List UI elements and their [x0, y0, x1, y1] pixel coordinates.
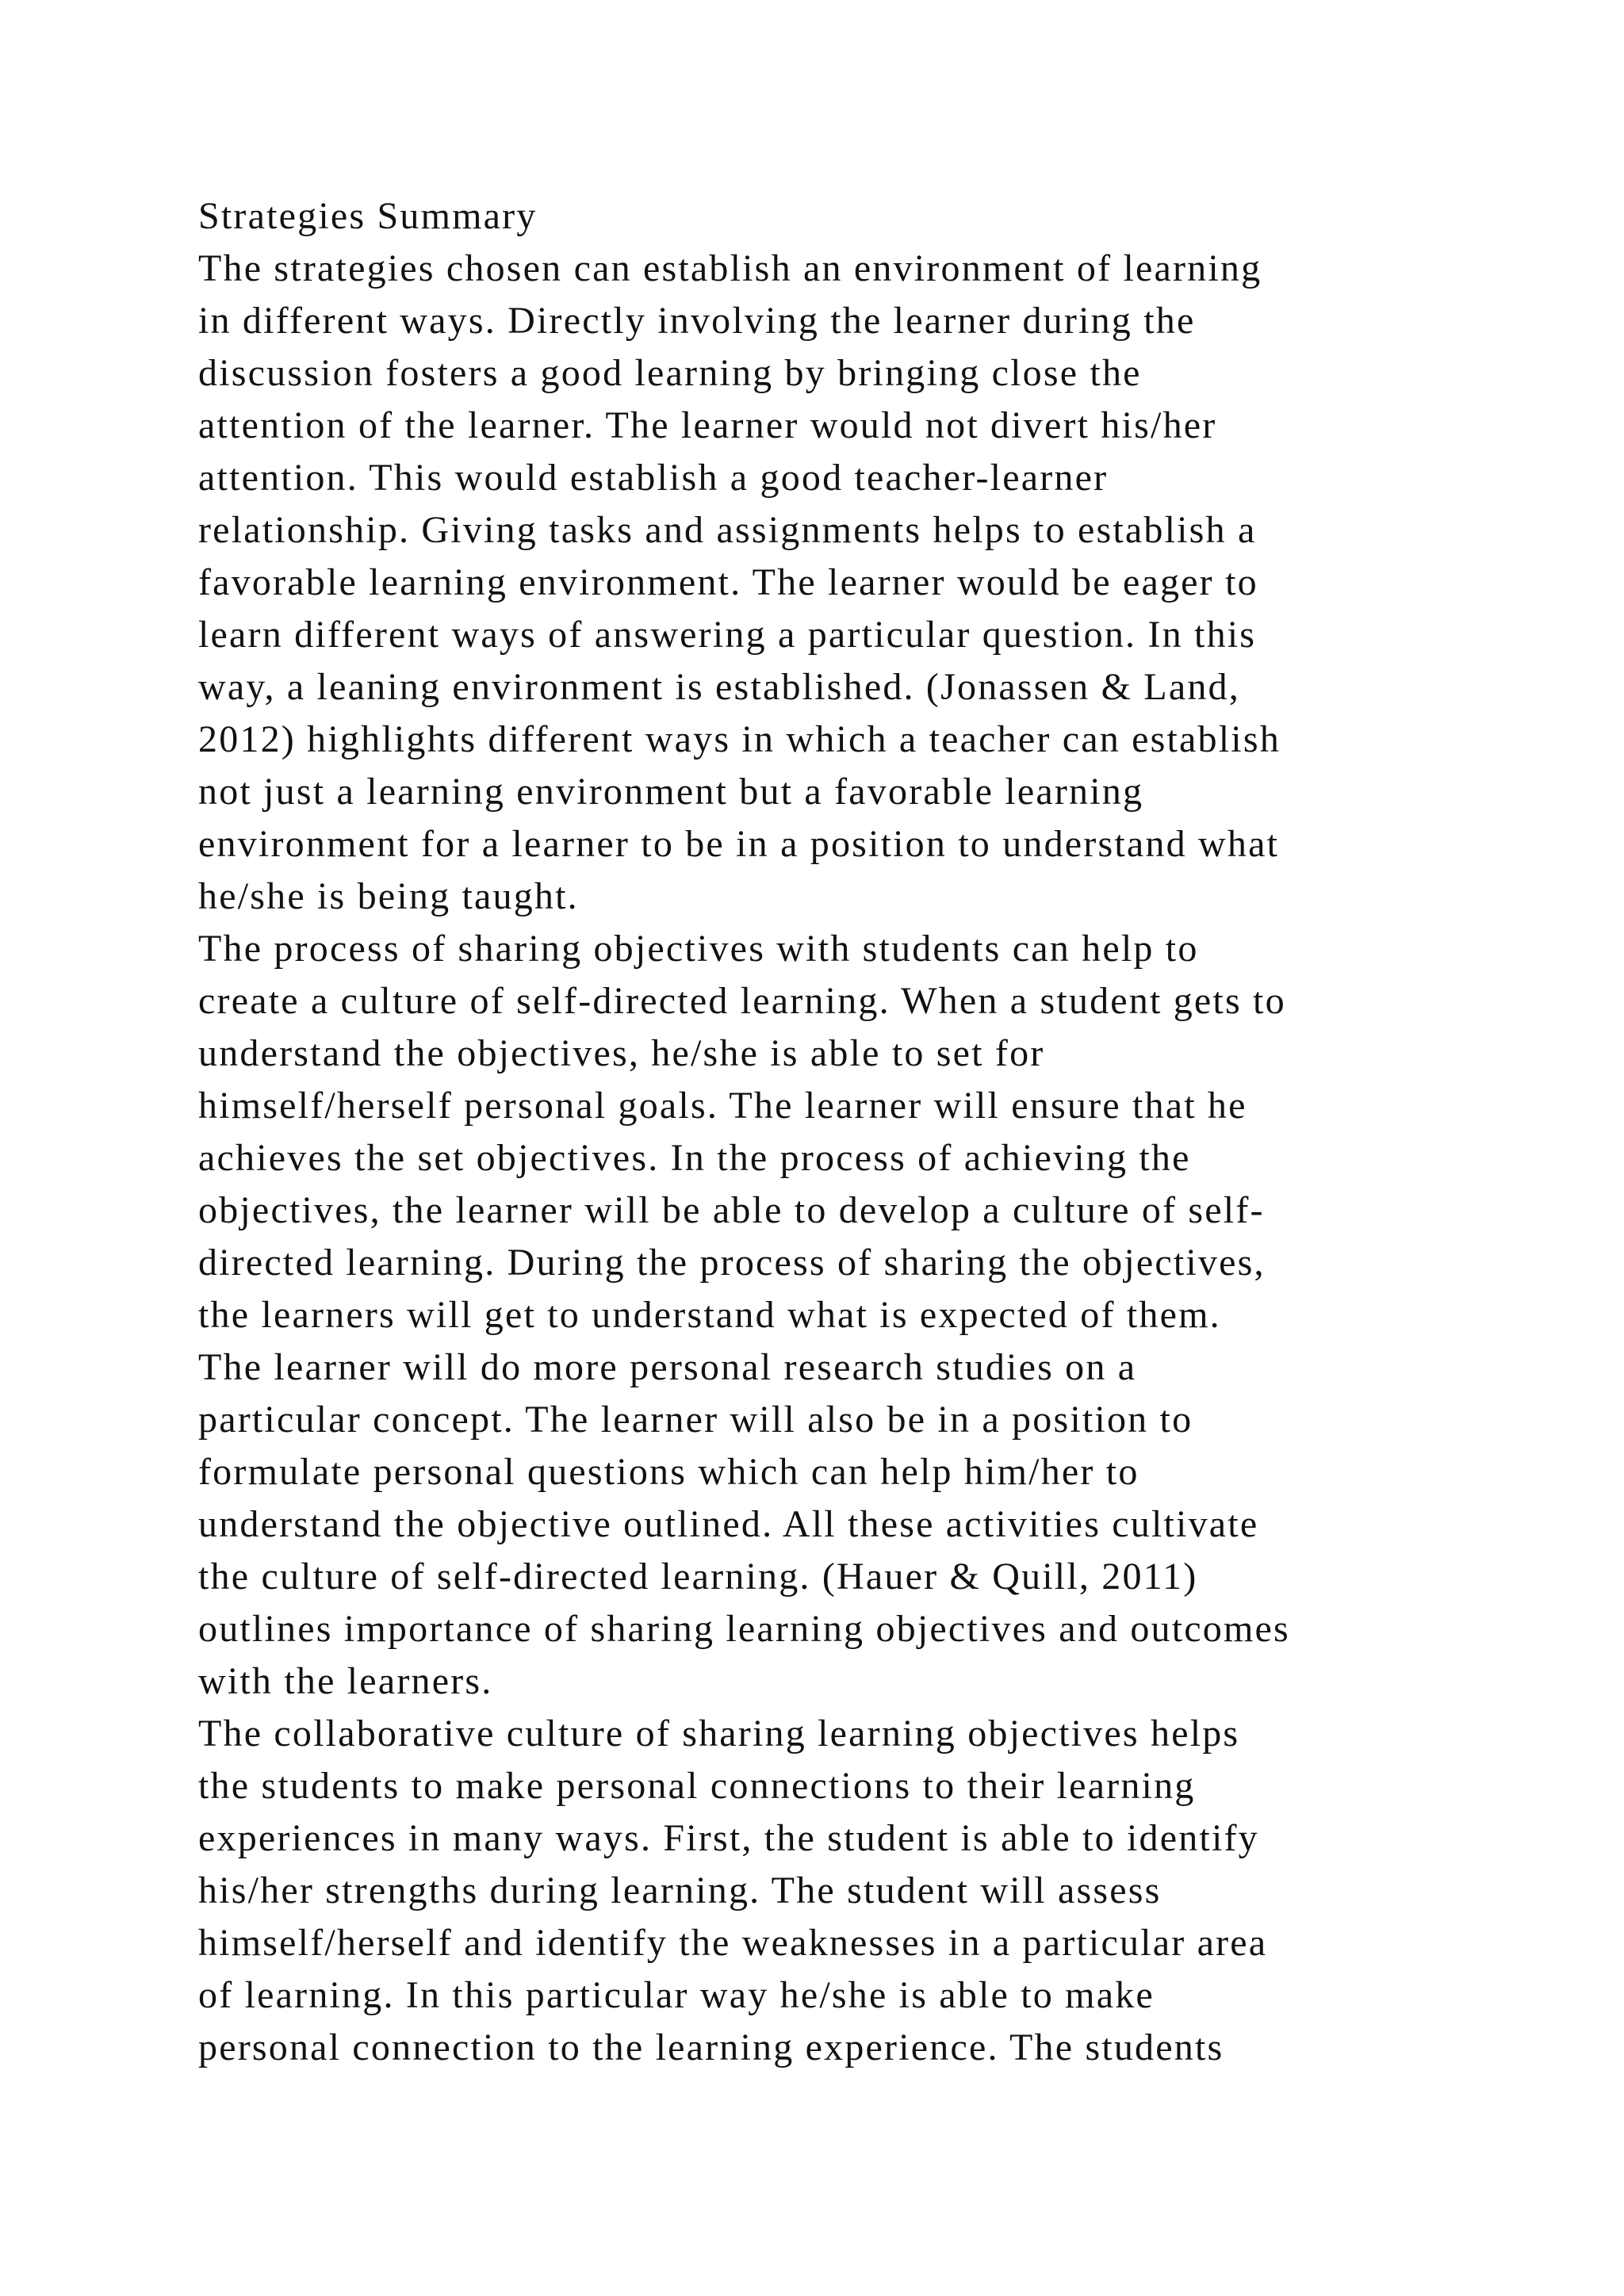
text-line: discussion fosters a good learning by bringing close the — [198, 352, 1142, 394]
text-line: The strategies chosen can establish an environment of learning — [198, 247, 1262, 289]
document-body — [198, 190, 1546, 2074]
text-line: particular concept. The learner will also be in a position to — [198, 1399, 1193, 1441]
text-line: of learning. In this particular way he/she is able to make — [198, 1974, 1155, 2016]
text-line: attention of the learner. The learner would not divert his/her — [198, 404, 1217, 446]
text-line: 2012) highlights different ways in which a teacher can establish — [198, 718, 1281, 760]
text-line: outlines importance of sharing learning objectives and outcomes — [198, 1608, 1290, 1650]
text-line: not just a learning environment but a favorable learning — [198, 771, 1144, 813]
text-line: he/she is being taught. — [198, 875, 579, 917]
text-line: the learners will get to understand what is expected of them. — [198, 1294, 1221, 1336]
text-line: himself/herself and identify the weaknesses in a particular area — [198, 1922, 1268, 1964]
text-line: way, a leaning environment is established. (Jonassen & Land, — [198, 666, 1240, 708]
text-line: learn different ways of answering a particular question. In this — [198, 614, 1257, 656]
text-line: in different ways. Directly involving the learner during the — [198, 300, 1196, 342]
text-line: directed learning. During the process of sharing the objectives, — [198, 1242, 1266, 1284]
text-line: personal connection to the learning experience. The students — [198, 2026, 1224, 2068]
text-line: environment for a learner to be in a position to understand what — [198, 823, 1280, 865]
text-line: understand the objectives, he/she is able to set for — [198, 1032, 1045, 1074]
text-line: understand the objective outlined. All these activities cultivate — [198, 1503, 1259, 1545]
text-line: his/her strengths during learning. The student will assess — [198, 1869, 1162, 1911]
text-line: relationship. Giving tasks and assignments helps to establish a — [198, 509, 1257, 551]
text-line: achieves the set objectives. In the process of achieving the — [198, 1137, 1191, 1179]
text-line: formulate personal questions which can help him/her to — [198, 1451, 1139, 1493]
text-line: attention. This would establish a good teacher-learner — [198, 457, 1109, 499]
text-line: The collaborative culture of sharing learning objectives helps — [198, 1712, 1240, 1755]
document-heading: Strategies Summary — [198, 195, 538, 237]
text-line: experiences in many ways. First, the student is able to identify — [198, 1817, 1259, 1859]
text-line: The learner will do more personal research studies on a — [198, 1346, 1137, 1388]
text-line: favorable learning environment. The learner would be eager to — [198, 561, 1258, 603]
text-line: the culture of self-directed learning. (Hauer & Quill, 2011) — [198, 1556, 1198, 1598]
text-line: with the learners. — [198, 1660, 493, 1702]
text-line: The process of sharing objectives with students can help to — [198, 928, 1199, 970]
text-line: himself/herself personal goals. The learner will ensure that he — [198, 1085, 1247, 1127]
text-line: the students to make personal connections to their learning — [198, 1765, 1196, 1807]
text-line: objectives, the learner will be able to develop a culture of self- — [198, 1189, 1265, 1231]
text-line: create a culture of self-directed learning. When a student gets to — [198, 980, 1286, 1022]
